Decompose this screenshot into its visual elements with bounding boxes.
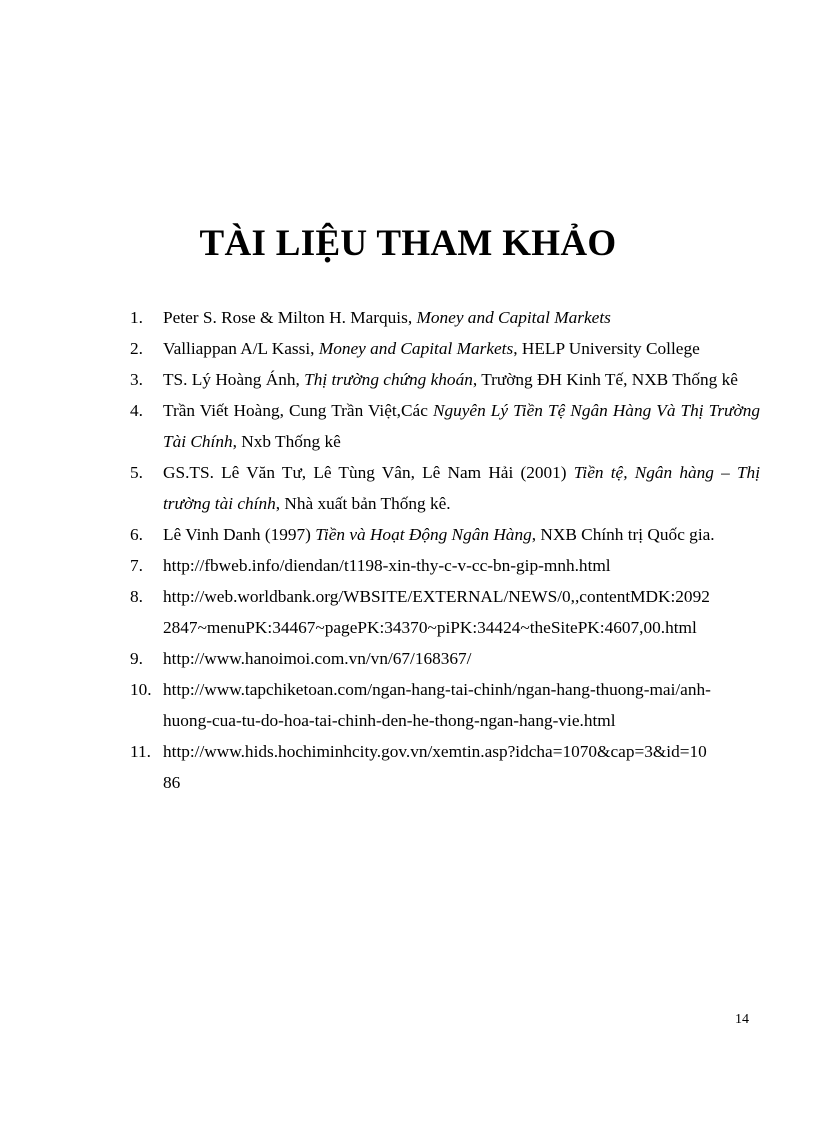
reference-text: Trần Viết Hoàng, Cung Trần Việt,Các: [163, 401, 433, 420]
reference-text: , Nhà xuất bản Thống kê.: [275, 494, 451, 513]
reference-text: Valliappan A/L Kassi,: [163, 339, 319, 358]
reference-title: Nguyên Lý Tiền Tệ Ngân Hàng Và Thị Trường Tài Chính: [163, 401, 760, 451]
reference-item: [130, 581, 760, 643]
reference-title: Tiền và Hoạt Động Ngân Hàng: [315, 525, 532, 544]
reference-item: [130, 302, 760, 333]
reference-list: [130, 302, 760, 798]
reference-title: Money and Capital Markets: [318, 339, 514, 358]
reference-url-line: huong-cua-tu-do-hoa-tai-chinh-den-he-thong-ngan-hang-vie.html: [163, 711, 616, 730]
reference-number: 4.: [130, 401, 143, 420]
reference-text: , HELP University College: [513, 339, 700, 358]
reference-text: Peter S. Rose & Milton H. Marquis,: [163, 308, 417, 327]
reference-item: [130, 333, 760, 364]
reference-url-line: 2847~menuPK:34467~pagePK:34370~piPK:34424~theSitePK:4607,00.html: [163, 618, 697, 637]
reference-number: 10.: [130, 680, 152, 699]
reference-text: GS.TS. Lê Văn Tư, Lê Tùng Vân, Lê Nam Hải (2001): [163, 463, 574, 482]
reference-number: 8.: [130, 587, 143, 606]
reference-number: 3.: [130, 370, 143, 389]
reference-text: , NXB Chính trị Quốc gia.: [531, 525, 715, 544]
page-number: 14: [735, 1012, 749, 1027]
page-title: TÀI LIỆU THAM KHẢO: [199, 223, 617, 264]
reference-number: 2.: [130, 339, 143, 358]
reference-item: [130, 674, 760, 736]
reference-url: http://fbweb.info/diendan/t1198-xin-thy-c-v-cc-bn-gip-mnh.html: [163, 556, 611, 575]
reference-item: [130, 364, 760, 395]
reference-item: [130, 519, 760, 550]
reference-number: 9.: [130, 649, 143, 668]
reference-url: http://www.hanoimoi.com.vn/vn/67/168367/: [163, 649, 472, 668]
reference-number: 5.: [130, 463, 143, 482]
reference-number: 1.: [130, 308, 143, 327]
reference-url-line: http://www.hids.hochiminhcity.gov.vn/xemtin.asp?idcha=1070&cap=3&id=10: [163, 742, 707, 761]
reference-text: , Nxb Thống kê: [232, 432, 341, 451]
reference-number: 6.: [130, 525, 143, 544]
reference-text: TS. Lý Hoàng Ánh,: [163, 370, 305, 389]
reference-title: Tiền tệ, Ngân hàng – Thị trường tài chính: [163, 463, 761, 513]
reference-item: [130, 736, 760, 798]
reference-text: , Trường ĐH Kinh Tế, NXB Thống kê: [472, 370, 738, 389]
reference-text: Lê Vinh Danh (1997): [163, 525, 316, 544]
reference-item: [130, 395, 760, 457]
reference-title: Money and Capital Markets: [416, 308, 611, 327]
reference-url-line: 86: [163, 773, 181, 792]
reference-url-line: http://www.tapchiketoan.com/ngan-hang-tai-chinh/ngan-hang-thuong-mai/anh-: [163, 680, 711, 699]
reference-url-line: http://web.worldbank.org/WBSITE/EXTERNAL/NEWS/0,,contentMDK:2092: [163, 587, 710, 606]
reference-number: 7.: [130, 556, 143, 575]
reference-title: Thị trường chứng khoán: [304, 370, 473, 389]
reference-item: [130, 457, 760, 519]
reference-number: 11.: [130, 742, 151, 761]
reference-item: [130, 643, 760, 674]
reference-item: [130, 550, 760, 581]
